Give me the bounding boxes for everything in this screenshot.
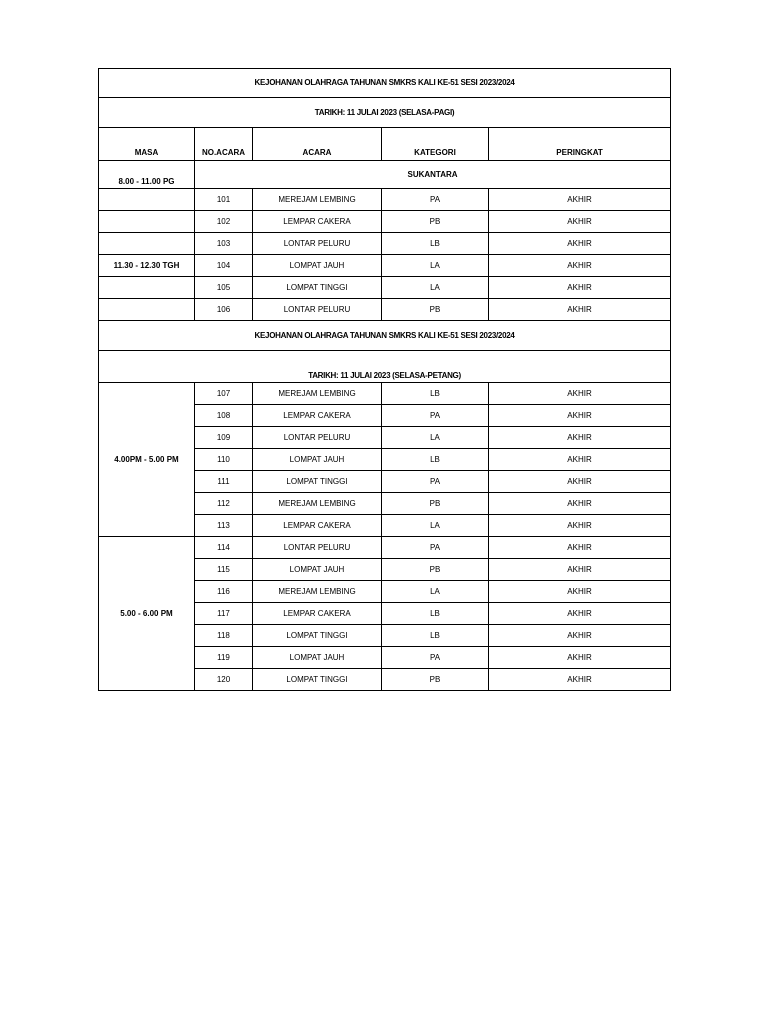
table-row bbox=[99, 211, 671, 233]
event-stage: AKHIR bbox=[489, 277, 671, 299]
event-number: 102 bbox=[195, 211, 253, 233]
title-row-evening bbox=[99, 321, 671, 351]
event-stage: AKHIR bbox=[489, 449, 671, 471]
column-header-row bbox=[99, 128, 671, 161]
page-title: KEJOHANAN OLAHRAGA TAHUNAN SMKRS KALI KE-51 SESI 2023/2024 bbox=[99, 69, 671, 98]
section-title: KEJOHANAN OLAHRAGA TAHUNAN SMKRS KALI KE-51 SESI 2023/2024 bbox=[99, 321, 671, 351]
table-row bbox=[99, 233, 671, 255]
event-category: PA bbox=[382, 537, 489, 559]
event-name: LEMPAR CAKERA bbox=[253, 405, 382, 427]
event-name: LOMPAT JAUH bbox=[253, 647, 382, 669]
event-category: PA bbox=[382, 189, 489, 211]
masa-cell bbox=[99, 299, 195, 321]
date-heading-morning: TARIKH: 11 JULAI 2023 (SELASA-PAGI) bbox=[99, 98, 671, 128]
event-stage: AKHIR bbox=[489, 211, 671, 233]
event-stage: AKHIR bbox=[489, 603, 671, 625]
event-name: LOMPAT TINGGI bbox=[253, 625, 382, 647]
event-category: PB bbox=[382, 559, 489, 581]
event-name: MEREJAM LEMBING bbox=[253, 581, 382, 603]
event-category: PA bbox=[382, 471, 489, 493]
table-row bbox=[99, 537, 671, 559]
event-category: PB bbox=[382, 669, 489, 691]
event-category: LB bbox=[382, 383, 489, 405]
header-acara: ACARA bbox=[253, 128, 382, 161]
header-no-acara: NO.ACARA bbox=[195, 128, 253, 161]
event-stage: AKHIR bbox=[489, 625, 671, 647]
event-category: LB bbox=[382, 625, 489, 647]
event-number: 118 bbox=[195, 625, 253, 647]
event-category: PB bbox=[382, 299, 489, 321]
event-stage: AKHIR bbox=[489, 189, 671, 211]
masa-cell: 5.00 - 6.00 PM bbox=[99, 537, 195, 691]
event-category: LA bbox=[382, 427, 489, 449]
table-row bbox=[99, 383, 671, 405]
event-number: 111 bbox=[195, 471, 253, 493]
event-category: LB bbox=[382, 603, 489, 625]
event-number: 101 bbox=[195, 189, 253, 211]
masa-cell bbox=[99, 189, 195, 211]
event-number: 117 bbox=[195, 603, 253, 625]
event-category: LA bbox=[382, 277, 489, 299]
event-stage: AKHIR bbox=[489, 299, 671, 321]
event-number: 103 bbox=[195, 233, 253, 255]
event-name: LOMPAT TINGGI bbox=[253, 669, 382, 691]
event-number: 120 bbox=[195, 669, 253, 691]
event-name: LEMPAR CAKERA bbox=[253, 603, 382, 625]
ceremony-time: 8.00 - 11.00 PG bbox=[99, 161, 195, 189]
event-number: 113 bbox=[195, 515, 253, 537]
event-category: LB bbox=[382, 449, 489, 471]
event-number: 104 bbox=[195, 255, 253, 277]
ceremony-row bbox=[99, 161, 671, 189]
masa-cell: 4.00PM - 5.00 PM bbox=[99, 383, 195, 537]
masa-cell: 11.30 - 12.30 TGH bbox=[99, 255, 195, 277]
event-name: MEREJAM LEMBING bbox=[253, 493, 382, 515]
event-name: LEMPAR CAKERA bbox=[253, 211, 382, 233]
event-number: 105 bbox=[195, 277, 253, 299]
event-category: LB bbox=[382, 233, 489, 255]
event-category: PA bbox=[382, 405, 489, 427]
event-number: 114 bbox=[195, 537, 253, 559]
event-number: 112 bbox=[195, 493, 253, 515]
event-number: 115 bbox=[195, 559, 253, 581]
schedule-table bbox=[98, 68, 671, 691]
event-category: LA bbox=[382, 515, 489, 537]
event-name: LOMPAT JAUH bbox=[253, 255, 382, 277]
event-name: LOMPAT TINGGI bbox=[253, 277, 382, 299]
header-kategori: KATEGORI bbox=[382, 128, 489, 161]
event-stage: AKHIR bbox=[489, 471, 671, 493]
event-number: 119 bbox=[195, 647, 253, 669]
event-stage: AKHIR bbox=[489, 515, 671, 537]
event-number: 109 bbox=[195, 427, 253, 449]
header-masa: MASA bbox=[99, 128, 195, 161]
table-row bbox=[99, 255, 671, 277]
event-category: LA bbox=[382, 581, 489, 603]
masa-cell bbox=[99, 211, 195, 233]
event-number: 116 bbox=[195, 581, 253, 603]
event-stage: AKHIR bbox=[489, 669, 671, 691]
event-category: PB bbox=[382, 493, 489, 515]
table-row bbox=[99, 277, 671, 299]
masa-cell bbox=[99, 233, 195, 255]
event-stage: AKHIR bbox=[489, 255, 671, 277]
event-name: LOMPAT TINGGI bbox=[253, 471, 382, 493]
event-number: 108 bbox=[195, 405, 253, 427]
event-number: 110 bbox=[195, 449, 253, 471]
event-number: 107 bbox=[195, 383, 253, 405]
table-row bbox=[99, 189, 671, 211]
event-stage: AKHIR bbox=[489, 427, 671, 449]
event-name: MEREJAM LEMBING bbox=[253, 189, 382, 211]
event-stage: AKHIR bbox=[489, 405, 671, 427]
date-row-evening bbox=[99, 351, 671, 383]
event-name: LONTAR PELURU bbox=[253, 427, 382, 449]
event-name: MEREJAM LEMBING bbox=[253, 383, 382, 405]
header-peringkat: PERINGKAT bbox=[489, 128, 671, 161]
event-stage: AKHIR bbox=[489, 233, 671, 255]
masa-cell bbox=[99, 277, 195, 299]
event-stage: AKHIR bbox=[489, 537, 671, 559]
title-row-morning bbox=[99, 69, 671, 98]
date-heading-evening: TARIKH: 11 JULAI 2023 (SELASA-PETANG) bbox=[99, 351, 671, 383]
event-category: PA bbox=[382, 647, 489, 669]
event-category: LA bbox=[382, 255, 489, 277]
event-number: 106 bbox=[195, 299, 253, 321]
event-name: LONTAR PELURU bbox=[253, 299, 382, 321]
event-name: LOMPAT JAUH bbox=[253, 449, 382, 471]
event-stage: AKHIR bbox=[489, 647, 671, 669]
event-category: PB bbox=[382, 211, 489, 233]
event-name: LONTAR PELURU bbox=[253, 233, 382, 255]
event-stage: AKHIR bbox=[489, 581, 671, 603]
event-name: LEMPAR CAKERA bbox=[253, 515, 382, 537]
event-stage: AKHIR bbox=[489, 493, 671, 515]
event-stage: AKHIR bbox=[489, 383, 671, 405]
date-row-morning bbox=[99, 98, 671, 128]
event-name: LOMPAT JAUH bbox=[253, 559, 382, 581]
event-name: LONTAR PELURU bbox=[253, 537, 382, 559]
ceremony-label: SUKANTARA bbox=[195, 161, 671, 189]
event-stage: AKHIR bbox=[489, 559, 671, 581]
table-row bbox=[99, 299, 671, 321]
